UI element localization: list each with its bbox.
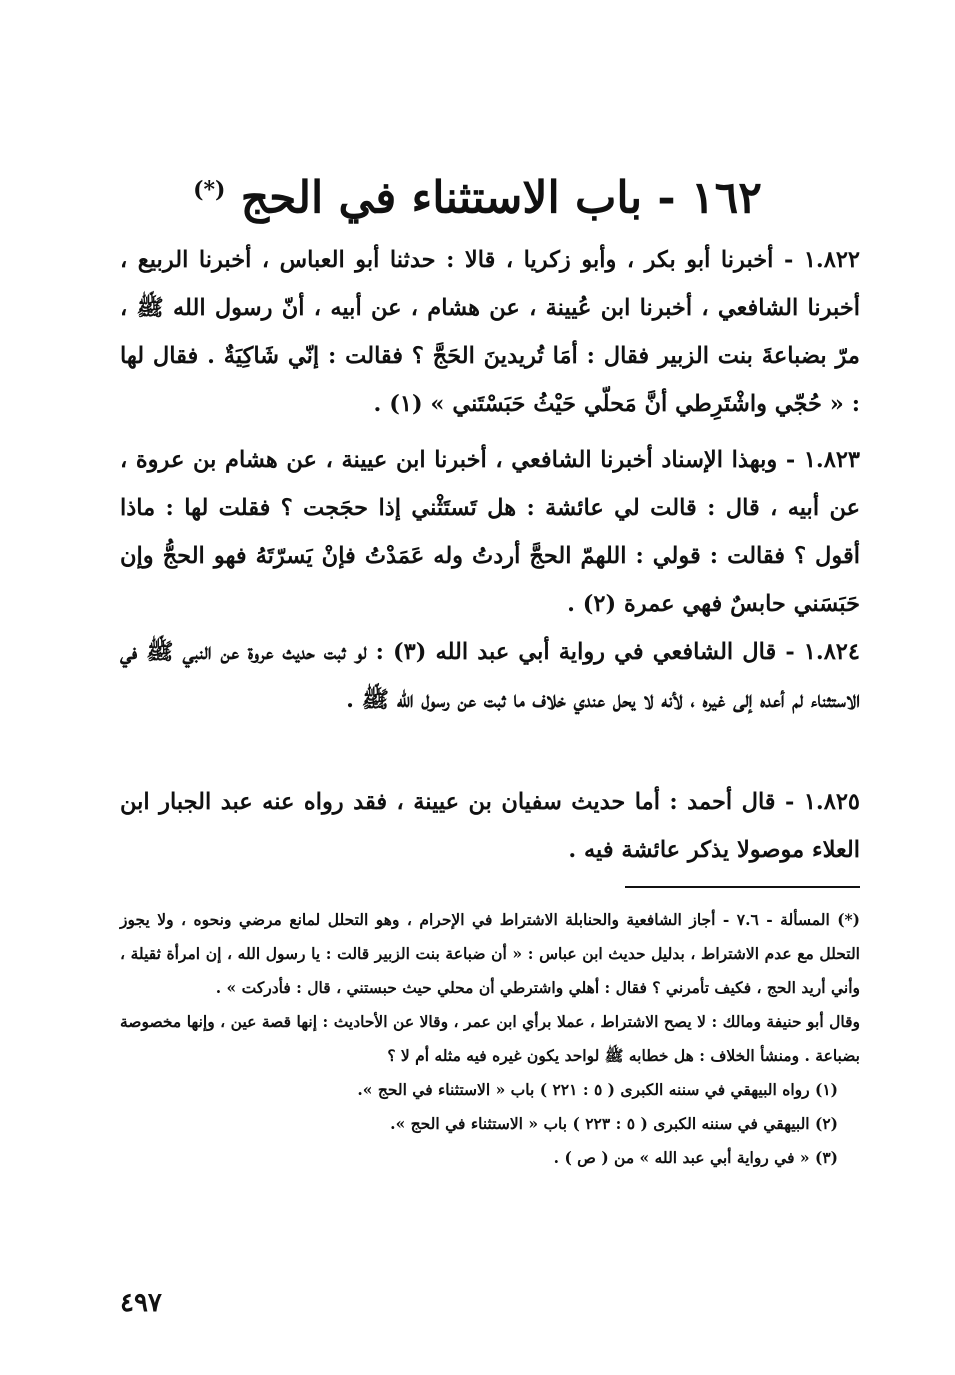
page-number: ٤٩٧: [120, 1288, 162, 1318]
paragraph-1823: [120, 436, 860, 628]
paragraph-1825: [120, 778, 860, 874]
footnote-divider: [625, 886, 860, 888]
title-footnote-mark: (*): [193, 177, 226, 203]
footnote-continuation: وقال أبو حنيفة ومالك : لا يصح الاشتراط ، عملا برأي ابن عمر ، وقالا عن الأحاديث : إنها قصة عين ، وإنها مخصوصة بضباعة . ومنشأ الخلاف : هل خطابه ﷺ لواحد يكون غيره فيه مثله أم لا ؟: [120, 1012, 860, 1065]
paragraph-1824: [120, 628, 860, 724]
paragraph-text: ١.٨٢٢ - أخبرنا أبو بكر ، وأبو زكريا ، قالا : حدثنا أبو العباس ، أخبرنا الربيع ، أخبرنا الشافعي ، أخبرنا ابن عُيينة ، عن هشام ، عن أبيه ، أنّ رسول الله ﷺ ، مرّ بضباعةَ بنت الزبير فقال : أمَا تُريدينَ الحَجَّ ؟ فقالت : إنّي شَاكِيَةٌ . فقال لها : « حُجّي واشْتَرِطي أنَّ مَحلّي حَيْثُ حَبَسْتَني » (١) .: [120, 247, 860, 417]
footnote-3: (٣) « في رواية أبي عبد الله » من ( ص ) .: [553, 1148, 838, 1167]
paragraph-text: ١.٨٢٥ - قال أحمد : أما حديث سفيان بن عيينة ، فقد رواه عنه عبد الجبار ابن العلاء موصولا يذكر عائشة فيه .: [120, 789, 860, 863]
footnote-2: (٢) البيهقي في سننه الكبرى ( ٥ : ٢٢٣ ) باب « الاستثناء في الحج ».: [390, 1114, 838, 1133]
chapter-title: [100, 160, 855, 229]
paragraph-text: ١.٨٢٤ - قال الشافعي في رواية أبي عبد الله (٣) : لو ثبت حديث عروة عن النبي ﷺ في الاستثناء لم أعده إلى غيره ، لأنه لا يحل عندي خلاف ما ثبت عن رسول الله ﷺ .: [120, 639, 860, 713]
paragraph-text: ١.٨٢٣ - وبهذا الإسناد أخبرنا الشافعي ، أخبرنا ابن عيينة ، عن هشام بن عروة ، عن أبيه ، قال : قالت لي عائشة : هل تَستَثْني إذا حجَجت ؟ فقلت لها : ماذا أقول ؟ فقالت : قولي : اللهمّ الحجَّ أردتُ وله عَمَدْتُ فإنْ يَسرّتَهُ فهو الحجُّ وإن حَبَسَني حابسٌ فهي عمرة (٢) .: [120, 447, 860, 617]
paragraph-1822: [120, 236, 860, 428]
footnotes: [120, 903, 860, 1175]
chapter-title-text: ١٦٢ - باب الاستثناء في الحج: [240, 172, 762, 224]
footnote-1: (١) رواه البيهقي في سننه الكبرى ( ٥ : ٢٢١ ) باب « الاستثناء في الحج ».: [357, 1080, 838, 1099]
footnote-star: (*) المسألة - ٧.٦ - أجاز الشافعية والحنابلة الاشتراط في الإحرام ، وهو التحلل لمانع مرضي ونحوه ، ولا يجوز التحلل مع عدم الاشتراط ، بدليل حديث ابن عباس : « أن ضباعة بنت الزبير قالت : يا رسول الله ، إن امرأة ثقيلة ، وأني أريد الحج ، فكيف تأمرني ؟ فقال : أهلي واشترطي أن محلي حيث حبستني ، قال : فأدركت » .: [120, 910, 860, 997]
